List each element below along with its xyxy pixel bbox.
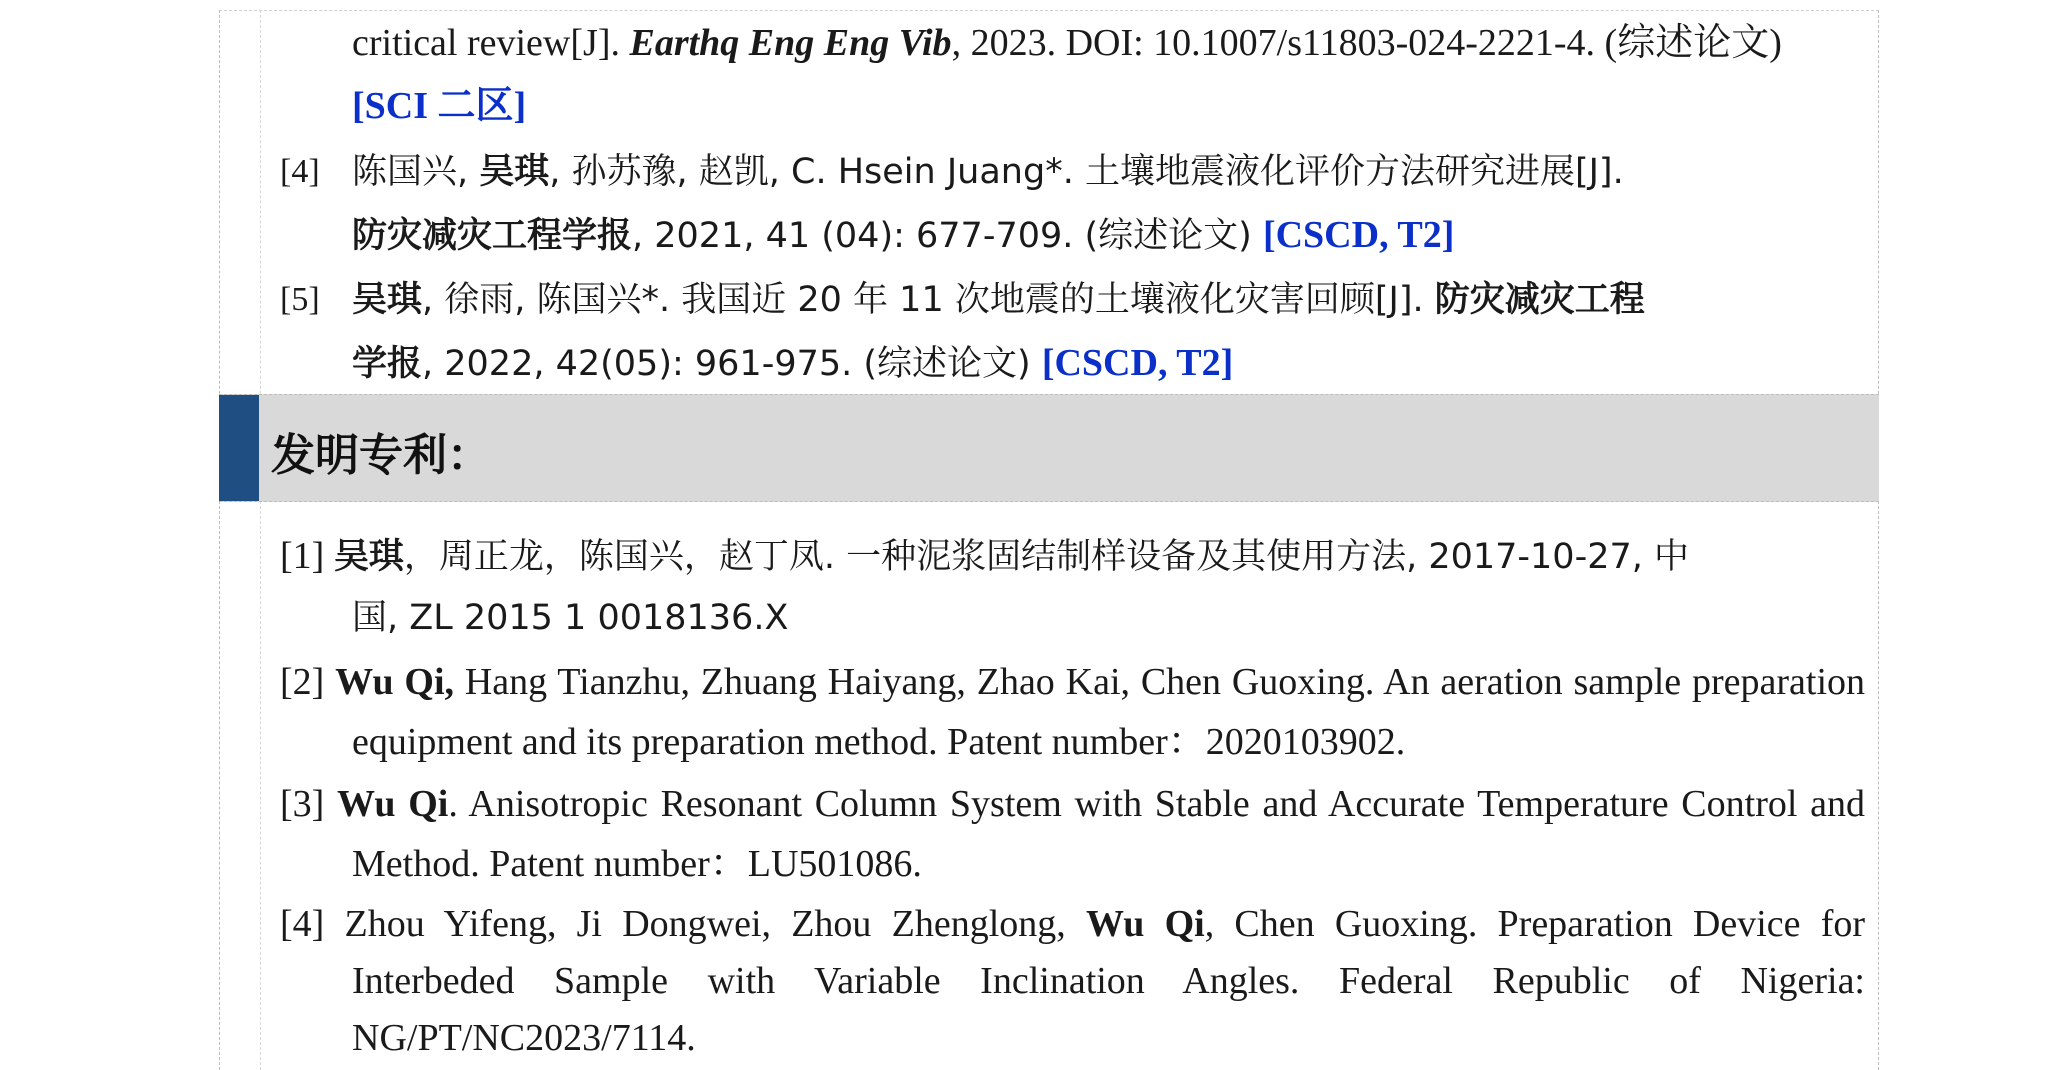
patent-text-cont: 国, ZL 2015 1 0018136.X xyxy=(352,598,789,638)
patent-text: ，周正龙，陈国兴，赵丁凤. 一种泥浆固结制样设备及其使用方法, 2017-10-27, 中 xyxy=(403,537,1689,577)
patent-item-2 xyxy=(280,652,1865,772)
section-accent-bar xyxy=(219,395,259,501)
patent-item-1 xyxy=(280,526,1865,648)
paper-authors-post: , 孙苏豫, 赵凯, C. Hsein Juang*. 土壤地震液化评价方法研究进展[J]. xyxy=(549,152,1624,192)
patent-author-highlight: 吴琪 xyxy=(333,537,404,577)
index-tag: [SCI 二区] xyxy=(352,85,527,127)
paper-item-4 xyxy=(280,140,1865,268)
patent-item-3 xyxy=(280,774,1865,894)
patent-text: , Chen Guoxing. Preparation Device for Interbeded Sample with Variable Inclination Angles. Federal Republic of Nigeria: NG/PT/NC2023/7114. xyxy=(352,903,1865,1059)
paper-author-highlight: 吴琪 xyxy=(479,152,550,192)
paper-number: [4] xyxy=(280,153,320,190)
journal-name-part1: 防灾减灾工程 xyxy=(1434,280,1645,320)
patent-number: [2] xyxy=(280,661,336,703)
index-tag: [CSCD, T2] xyxy=(1041,342,1234,384)
patent-author-highlight: Wu Qi xyxy=(337,783,449,825)
patent-author-highlight: Wu Qi, xyxy=(335,661,455,703)
paper-authors-post: , 徐雨, 陈国兴*. 我国近 20 年 11 次地震的土壤液化灾害回顾[J]. xyxy=(422,280,1435,320)
paper-text: critical review[J]. xyxy=(352,22,630,64)
patent-number: [1] xyxy=(280,535,334,577)
paper-author-highlight: 吴琪 xyxy=(352,280,423,320)
journal-name: 防灾减灾工程学报 xyxy=(352,216,633,256)
paper-details: , 2023. DOI: 10.1007/s11803-024-2221-4. (综述论文) xyxy=(951,22,1782,64)
patent-authors-pre: Zhou Yifeng, Ji Dongwei, Zhou Zhenglong, xyxy=(344,903,1086,945)
column-rule xyxy=(260,10,261,1070)
paper-number: [5] xyxy=(280,281,320,318)
paper-details: , 2022, 42(05): 961-975. (综述论文) xyxy=(422,344,1042,384)
paper-authors-pre: 陈国兴, xyxy=(352,152,480,192)
paper-details: , 2021, 41 (04): 677-709. (综述论文) xyxy=(632,216,1263,256)
section-header-patents xyxy=(219,394,1879,502)
patent-number: [3] xyxy=(280,783,338,825)
patent-number: [4] xyxy=(280,903,345,945)
journal-name-part2: 学报 xyxy=(352,344,423,384)
patent-text: Hang Tianzhu, Zhuang Haiyang, Zhao Kai, Chen Guoxing. An aeration sample preparation equipment and its preparation method. Patent number：2020103902. xyxy=(352,661,1866,763)
patent-item-4 xyxy=(280,896,1865,1067)
paper-item-3 xyxy=(280,12,1865,138)
index-tag: [CSCD, T2] xyxy=(1262,214,1455,256)
patent-text: . Anisotropic Resonant Column System with Stable and Accurate Temperature Control and Method. Patent number：LU501086. xyxy=(352,783,1865,885)
patent-author-highlight: Wu Qi xyxy=(1085,903,1205,945)
paper-item-5 xyxy=(280,268,1865,396)
section-title: 发明专利： xyxy=(271,430,491,481)
journal-name: Earthq Eng Eng Vib xyxy=(629,22,952,64)
